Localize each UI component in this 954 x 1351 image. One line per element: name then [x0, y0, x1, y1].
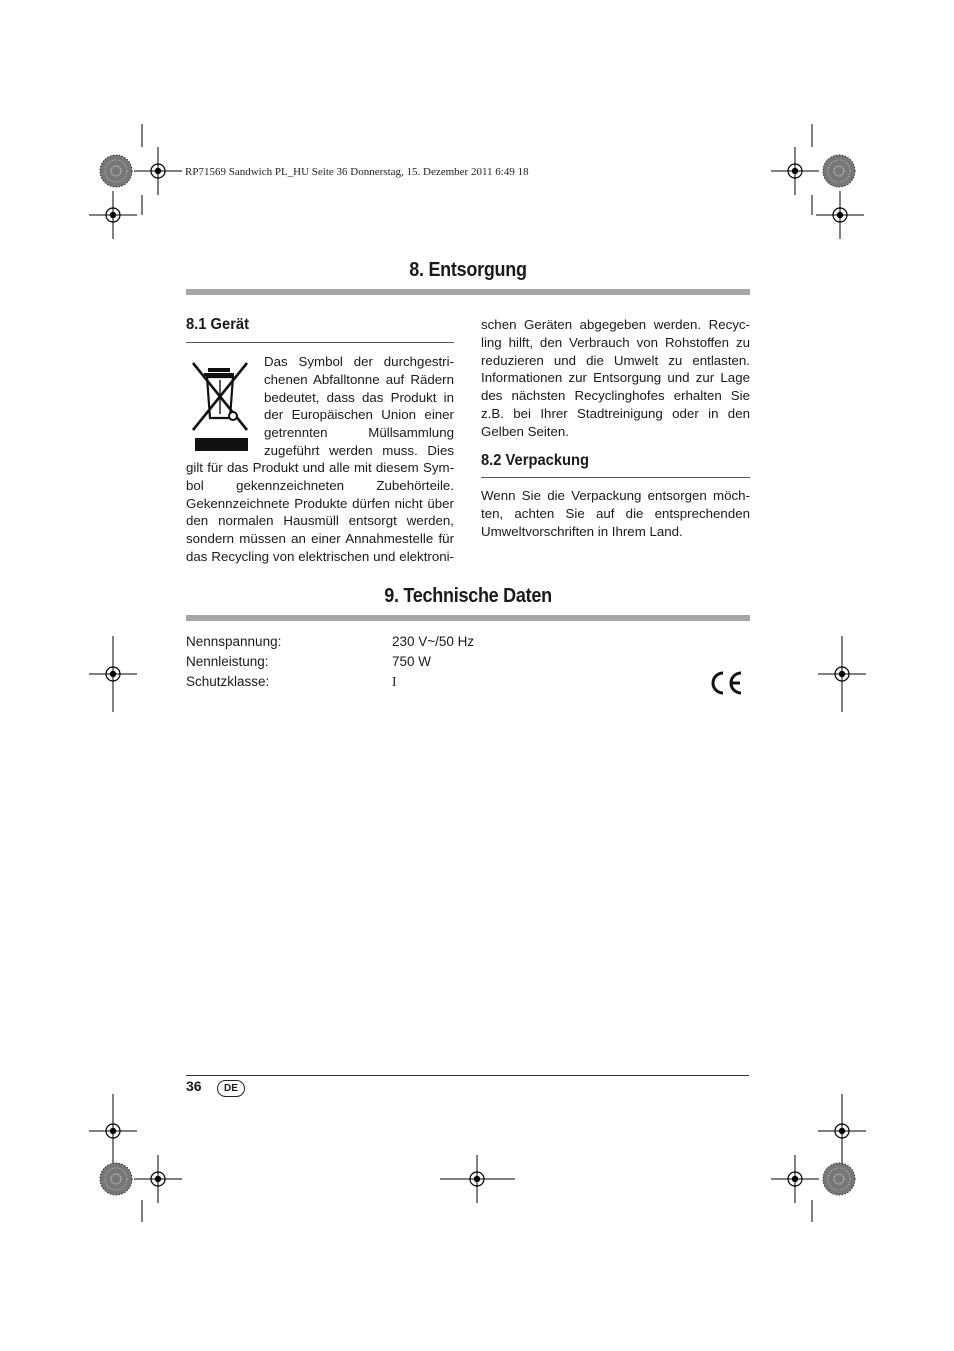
- spec-row: [186, 652, 474, 672]
- spec-row: [186, 672, 474, 692]
- ce-mark-icon: [708, 670, 744, 696]
- text-line: sondern müssen an einer Annahmestelle für: [186, 531, 454, 547]
- text-line: zugeführt werden muss. Dies: [264, 442, 454, 458]
- text-line: gilt für das Produkt und alle mit diesem Sym-: [186, 460, 454, 475]
- text-line: z.B. bei Ihrer Stadtreinigung oder in den: [481, 405, 750, 421]
- print-info: RP71569 Sandwich PL_HU Seite 36 Donnerstag, 15. Dezember 2011 6:49 18: [185, 166, 529, 178]
- text-line: Wenn Sie die Verpackung entsorgen möch-: [481, 488, 750, 503]
- text-line: Gelben Seiten.: [481, 423, 569, 439]
- text-line: Gekennzeichnete Produkte dürfen nicht über: [186, 495, 454, 511]
- page-number: 36: [186, 1078, 202, 1094]
- text-line: bol gekennzeichneten Zubehörteile.: [186, 477, 454, 493]
- spec-label: Schutzklasse:: [186, 674, 270, 689]
- subsection-heading-verpackung: 8.2 Verpackung: [481, 452, 589, 469]
- language-badge: DE: [217, 1080, 245, 1097]
- spec-row: [186, 632, 474, 652]
- subsection-rule: [481, 477, 750, 478]
- spec-label: Nennleistung:: [186, 654, 269, 669]
- text-line: den normalen Hausmüll entsorgt werden,: [186, 513, 454, 529]
- subsection-heading-geraet: 8.1 Gerät: [186, 316, 250, 333]
- section-title-technische-daten: 9. Technische Daten: [384, 585, 552, 607]
- text-line: getrennten Müllsammlung: [264, 425, 454, 441]
- text-line: ling hilft, den Verbrauch von Rohstoffen zu: [481, 334, 750, 350]
- geraet-text-wrapped: [264, 353, 454, 460]
- text-line: das Recycling von elektrischen und elektroni-: [186, 548, 454, 564]
- spec-value: I: [392, 674, 397, 689]
- spec-value: 230 V~/50 Hz: [392, 634, 475, 649]
- text-line: des nächsten Recyclinghofes erhalten Sie: [481, 388, 750, 404]
- crossed-bin-icon: [190, 360, 250, 452]
- text-line: chenen Abfalltonne auf Rädern: [264, 371, 454, 387]
- text-line: schen Geräten abgegeben werden. Recyc-: [481, 317, 750, 332]
- spec-table: [186, 632, 474, 692]
- spec-label: Nennspannung:: [186, 634, 282, 649]
- text-line: ten, achten Sie auf die entsprechenden: [481, 505, 750, 521]
- text-line: Informationen zur Entsorgung und zur Lage: [481, 370, 750, 386]
- text-line: Umweltvorschriften in Ihrem Land.: [481, 523, 683, 539]
- footer-rule: [186, 1075, 749, 1076]
- section-divider: [186, 615, 750, 621]
- section-title-entsorgung: 8. Entsorgung: [409, 259, 527, 281]
- text-line: der Europäischen Union einer: [264, 407, 454, 423]
- section-divider: [186, 289, 750, 295]
- spec-value: 750 W: [392, 654, 432, 669]
- text-line: reduzieren und die Umwelt zu entlasten.: [481, 352, 750, 368]
- verpackung-text: [481, 487, 750, 540]
- subsection-rule: [186, 342, 454, 343]
- text-line: bedeutet, dass das Produkt in: [264, 389, 454, 405]
- geraet-text-full: [186, 459, 454, 566]
- text-line: Das Symbol der durchgestri-: [264, 354, 454, 369]
- geraet-text-right-column: [481, 316, 750, 441]
